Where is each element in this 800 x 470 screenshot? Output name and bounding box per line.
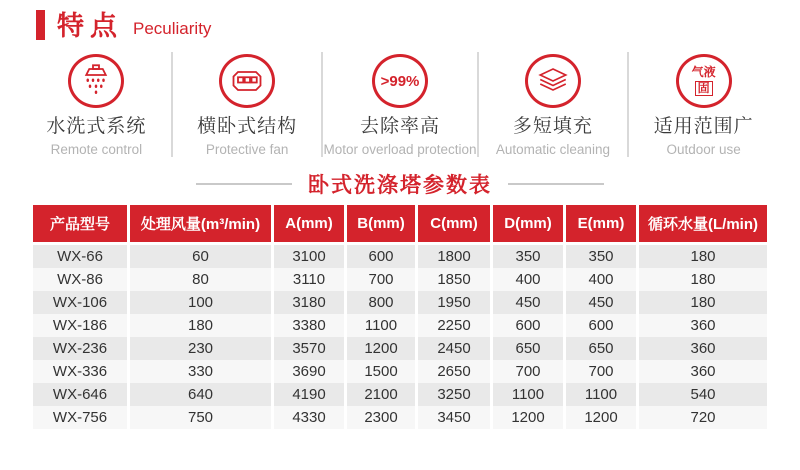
table-cell: 180	[130, 314, 271, 337]
table-cell: 180	[639, 245, 767, 268]
feature-label-zh: 多短填充	[512, 116, 593, 138]
table-cell: 3450	[418, 406, 490, 429]
table-row	[33, 268, 767, 291]
table-cell: 360	[639, 360, 767, 383]
column-header: 处理风量(m³/min)	[130, 205, 271, 245]
feature-label-en: Protective fan	[205, 142, 289, 157]
feature-label-zh: 水洗式系统	[46, 116, 147, 138]
table-cell: 800	[347, 291, 415, 314]
table-cell: 1200	[493, 406, 563, 429]
column-header: A(mm)	[274, 205, 344, 245]
feature-high-removal-rate	[323, 52, 478, 157]
table-row	[33, 245, 767, 268]
table-cell: WX-66	[33, 245, 127, 268]
table-cell: 2100	[347, 383, 415, 406]
column-header: E(mm)	[566, 205, 636, 245]
section-header	[36, 10, 211, 40]
feature-label-en: Automatic cleaning	[495, 142, 610, 157]
table-cell: 1850	[418, 268, 490, 291]
feature-label-zh: 去除率高	[360, 116, 441, 138]
table-cell: 3110	[274, 268, 344, 291]
feature-label-zh: 适用范围广	[653, 116, 754, 138]
table-cell: WX-186	[33, 314, 127, 337]
feature-wide-application	[629, 52, 778, 157]
table-header-row	[33, 205, 767, 245]
table-row	[33, 406, 767, 429]
table-cell: WX-646	[33, 383, 127, 406]
feature-label-en: Remote control	[50, 142, 143, 157]
table-cell: 720	[639, 406, 767, 429]
table-cell: WX-756	[33, 406, 127, 429]
table-cell: 350	[566, 245, 636, 268]
spec-table	[30, 205, 770, 429]
feature-label-en: Motor overload protection	[323, 142, 477, 157]
stacked-layers-icon	[525, 54, 581, 108]
feature-multi-layer-filling	[479, 52, 630, 157]
table-cell: 1100	[347, 314, 415, 337]
table-cell: 640	[130, 383, 271, 406]
table-cell: 180	[639, 291, 767, 314]
title-rule-left	[196, 183, 292, 185]
horizontal-tank-icon	[219, 54, 275, 108]
table-cell: 3570	[274, 337, 344, 360]
percent-badge-text: >99%	[380, 72, 420, 90]
table-cell: 180	[639, 268, 767, 291]
table-cell: 700	[493, 360, 563, 383]
gas-liquid-text: 气液	[691, 64, 716, 79]
table-row	[33, 314, 767, 337]
solid-text: 固	[695, 81, 713, 97]
table-cell: WX-236	[33, 337, 127, 360]
table-cell: 1100	[493, 383, 563, 406]
percent-badge-icon	[372, 54, 428, 108]
column-header: D(mm)	[493, 205, 563, 245]
table-cell: 2250	[418, 314, 490, 337]
table-cell: 3380	[274, 314, 344, 337]
table-cell: 700	[566, 360, 636, 383]
table-cell: 750	[130, 406, 271, 429]
table-cell: 4330	[274, 406, 344, 429]
table-cell: 600	[493, 314, 563, 337]
table-cell: 1950	[418, 291, 490, 314]
table-title-row	[0, 166, 800, 202]
table-cell: 2300	[347, 406, 415, 429]
table-cell: 2650	[418, 360, 490, 383]
table-cell: 700	[347, 268, 415, 291]
table-cell: 450	[493, 291, 563, 314]
table-cell: 1200	[566, 406, 636, 429]
table-cell: 60	[130, 245, 271, 268]
table-cell: 100	[130, 291, 271, 314]
table-cell: 650	[493, 337, 563, 360]
gas-liquid-solid-icon	[676, 54, 732, 108]
table-cell: 360	[639, 337, 767, 360]
table-cell: 540	[639, 383, 767, 406]
column-header: 产品型号	[33, 205, 127, 245]
table-cell: 1500	[347, 360, 415, 383]
table-cell: 330	[130, 360, 271, 383]
table-title: 卧式洗涤塔参数表	[308, 174, 492, 197]
table-row	[33, 291, 767, 314]
sprinkler-icon	[68, 54, 124, 108]
table-cell: 400	[566, 268, 636, 291]
column-header: C(mm)	[418, 205, 490, 245]
table-cell: 450	[566, 291, 636, 314]
table-row	[33, 360, 767, 383]
table-cell: 3250	[418, 383, 490, 406]
table-cell: 2450	[418, 337, 490, 360]
table-cell: 1800	[418, 245, 490, 268]
page-title-zh: 特点	[57, 11, 123, 41]
table-cell: WX-106	[33, 291, 127, 314]
table-cell: 3690	[274, 360, 344, 383]
table-cell: 600	[566, 314, 636, 337]
header-accent-bar	[36, 10, 45, 40]
table-cell: 3100	[274, 245, 344, 268]
features-row	[22, 52, 778, 157]
table-cell: 4190	[274, 383, 344, 406]
table-row	[33, 337, 767, 360]
table-cell: WX-336	[33, 360, 127, 383]
table-cell: 360	[639, 314, 767, 337]
table-row	[33, 383, 767, 406]
table-cell: 1100	[566, 383, 636, 406]
feature-horizontal-structure	[173, 52, 324, 157]
table-cell: 230	[130, 337, 271, 360]
table-cell: 80	[130, 268, 271, 291]
table-cell: 600	[347, 245, 415, 268]
title-rule-right	[508, 183, 604, 185]
table-cell: 350	[493, 245, 563, 268]
column-header: B(mm)	[347, 205, 415, 245]
table-cell: 1200	[347, 337, 415, 360]
table-cell: 650	[566, 337, 636, 360]
table-body	[33, 245, 767, 429]
column-header: 循环水量(L/min)	[639, 205, 767, 245]
table-cell: 3180	[274, 291, 344, 314]
page-title-en: Peculiarity	[133, 19, 212, 39]
feature-water-washing	[22, 52, 173, 157]
table-cell: WX-86	[33, 268, 127, 291]
table-cell: 400	[493, 268, 563, 291]
feature-label-en: Outdoor use	[666, 142, 741, 157]
feature-label-zh: 横卧式结构	[197, 116, 298, 138]
